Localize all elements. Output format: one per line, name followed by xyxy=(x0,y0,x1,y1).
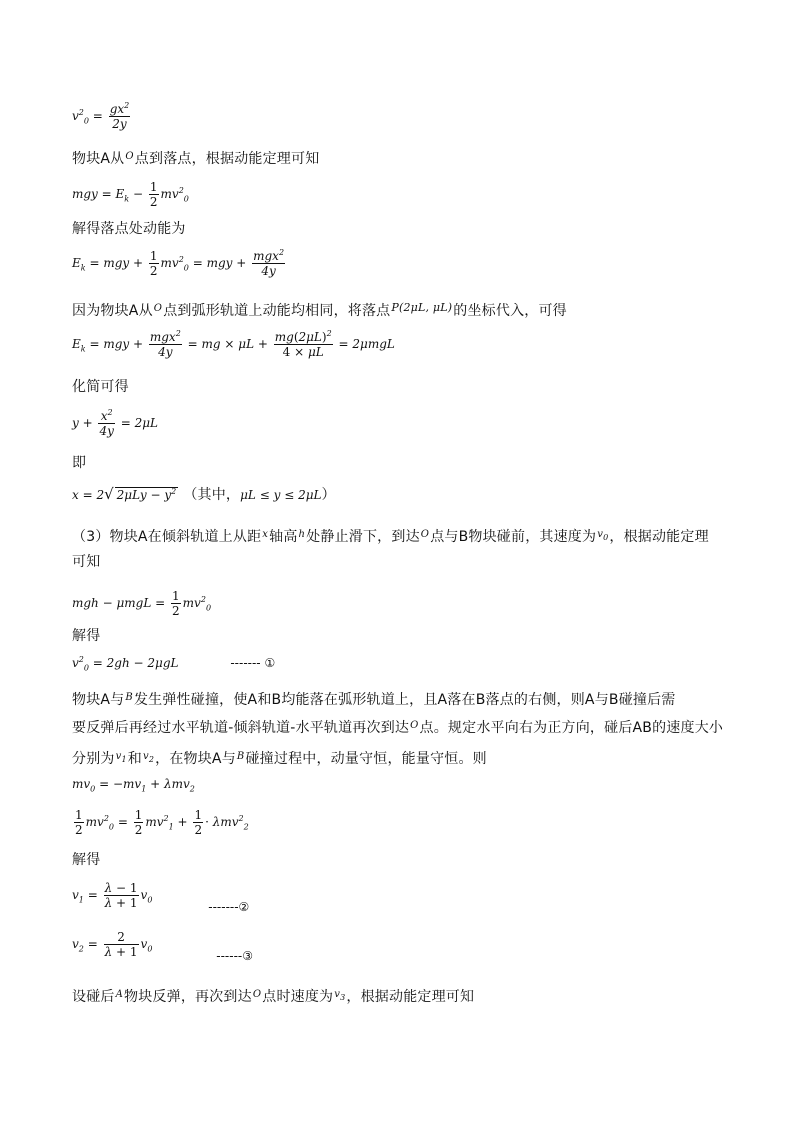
equation-simplified: y + $\frac{x^2}{4y}$ = 2μL xyxy=(72,408,159,438)
text-line-6: （3）物块A在倾斜轨道上从距$^x$轴高$^h$处静止滑下，到达$^O$点与B物块碰前，其速度为$^{v_0}$，根据动能定理 xyxy=(72,529,709,545)
equation-v0-result: $v^2_0 = 2gh - 2\mu gL$ ------- ① xyxy=(72,655,276,673)
equation-trajectory: x = 2√ $2\mu Ly - y^2$ （其中，μL ≤ y ≤ 2μL） xyxy=(72,485,336,503)
text-line-1: 物块A从$^O$点到落点，根据动能定理可知 xyxy=(72,151,320,167)
equation-energy-theorem-2: mgh − μmgL = $\frac{1}{2}$ $mv^2_0$ xyxy=(72,589,212,618)
equation-kinetic-energy: $E_k$ = mgy + $\frac{1}{2}$ $mv^2_0$ = mgy + $\frac{mgx^2}{4y}$ xyxy=(72,248,285,278)
equation-v2: $v_2$ = $\frac{2}{\lambda + 1}$ $v_0$ ------③ xyxy=(72,930,253,963)
text-line-8: 物块A与$^B$发生弹性碰撞，使A和B均能落在弧形轨道上，且A落在B落点的右侧，则A与B碰撞后需 xyxy=(72,692,676,708)
text-line-8-cont-2: 分别为$^{v_1}$和$^{v_2}$，在物块A与$^B$碰撞过程中，动量守恒，能量守恒。则 xyxy=(72,751,487,767)
text-line-4: 化简可得 xyxy=(72,379,129,395)
text-line-5: 即 xyxy=(72,455,87,471)
text-line-8-cont-1: 要反弹后再经过水平轨道-倾斜轨道-水平轨道再次到达$^O$点。规定水平向右为正方向，碰后AB的速度大小 xyxy=(72,720,724,736)
text-line-9: 解得 xyxy=(72,852,101,868)
text-line-10: 设碰后$^A$物块反弹，再次到达$^O$点时速度为$^{v_3}$，根据动能定理可知 xyxy=(72,989,475,1005)
equation-marker-1: ------- ① xyxy=(230,656,276,670)
equation-marker-2: -------② xyxy=(208,900,250,914)
text-line-6-cont: 可知 xyxy=(72,554,101,570)
equation-substitution: $E_k$ = mgy + $\frac{mgx^2}{4y}$ = mg × μL + $\frac{mg(2\mu L)^2}{4 \times \mu L}$ = 2μmgL xyxy=(72,329,395,359)
equation-marker-3: ------③ xyxy=(216,949,253,963)
text-line-3: 因为物块A从$^O$点到弧形轨道上动能均相同，将落点$^{P(2\mu L, \mu L)}$的坐标代入，可得 xyxy=(72,301,567,319)
equation-momentum: $mv_0 = -mv_1 + \lambda mv_2$ xyxy=(72,777,195,794)
text-line-2: 解得落点处动能为 xyxy=(72,221,186,237)
equation-energy-theorem-1: mgy = $E_k$ − $\frac{1}{2}$ $mv^2_0$ xyxy=(72,180,189,209)
equation-energy-conservation: $\frac{1}{2}$ $mv^2_0$ = $\frac{1}{2}$ $mv^2_1$ + $\frac{1}{2}$ · λmv$^2_2$ xyxy=(75,808,249,837)
equation-v1: $v_1$ = $\frac{\lambda - 1}{\lambda + 1}$ $v_0$ -------② xyxy=(72,881,250,914)
text-line-7: 解得 xyxy=(72,628,101,644)
equation-v0-squared: $v^2_0$ = $\frac{gx^2}{2y}$ xyxy=(72,101,130,131)
